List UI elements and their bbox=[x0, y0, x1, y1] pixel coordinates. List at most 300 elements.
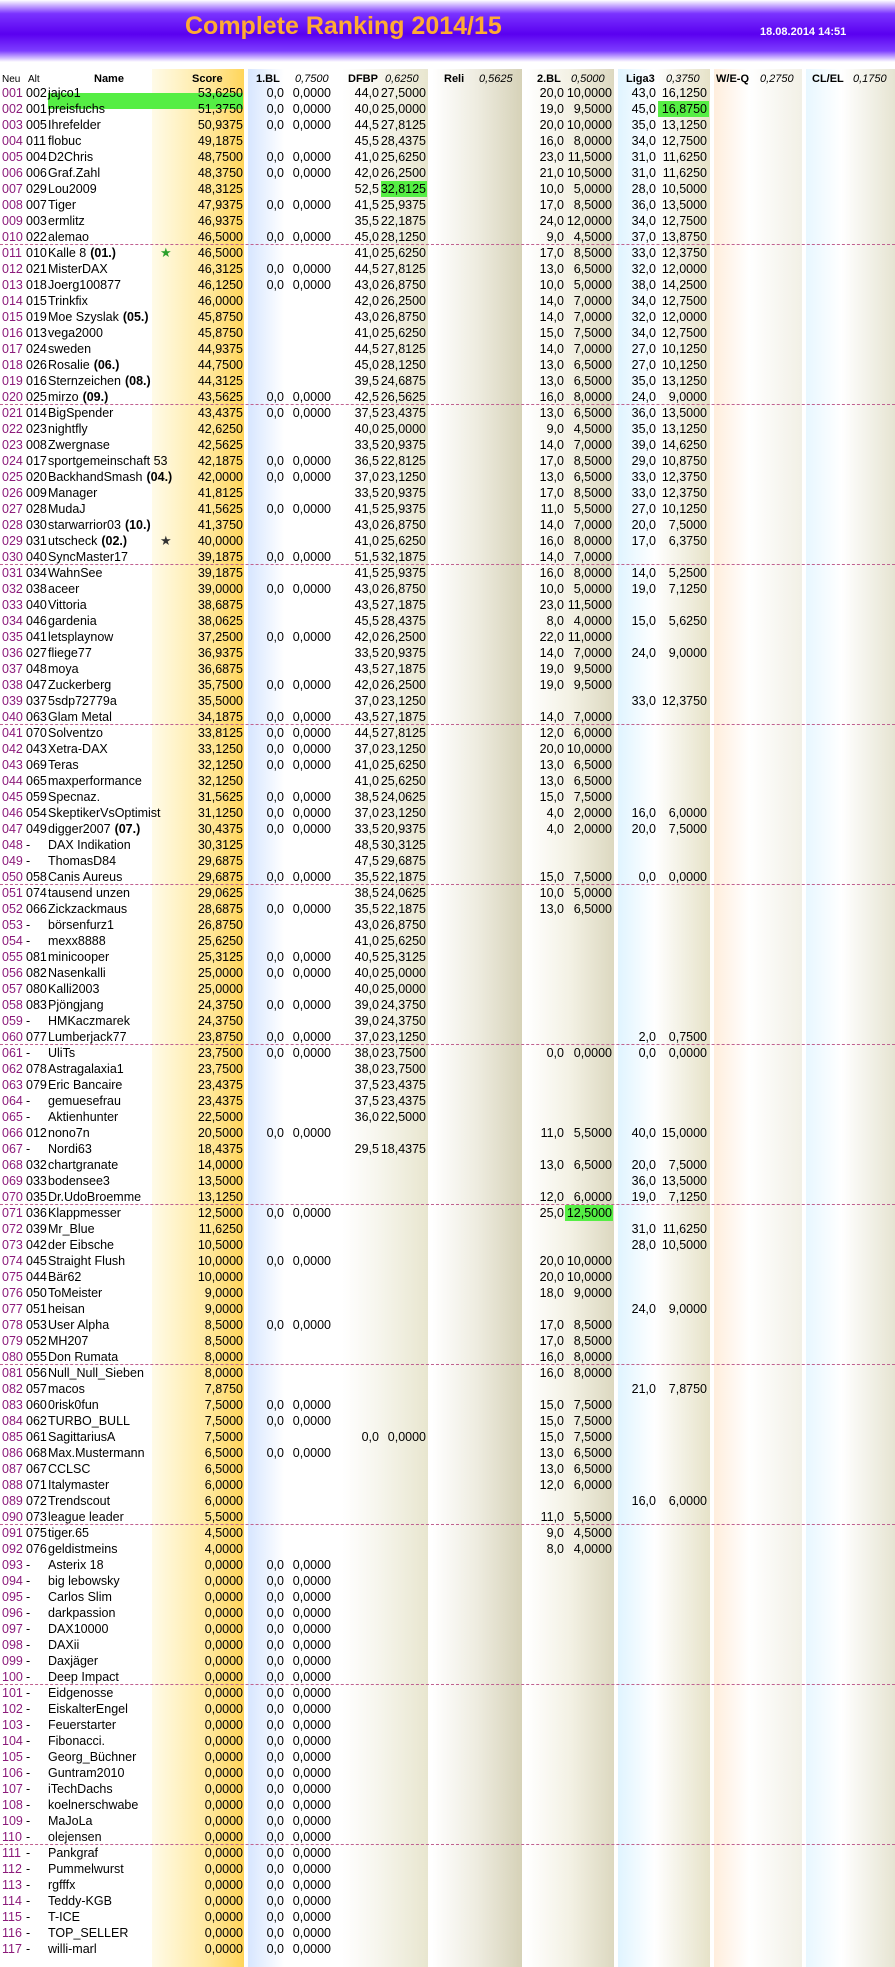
bl2-points: 13,0 bbox=[539, 406, 564, 420]
bl1-score: 0,0000 bbox=[292, 118, 331, 132]
rank-new: 115 bbox=[2, 1910, 22, 1924]
player-name-text: Don Rumata bbox=[48, 1350, 119, 1364]
player-name-text: Max.Mustermann bbox=[48, 1446, 145, 1460]
table-row bbox=[0, 1285, 895, 1301]
player-name bbox=[48, 1045, 75, 1061]
bl2-score: 6,5000 bbox=[573, 1446, 612, 1460]
bl1-points: 0,0 bbox=[266, 870, 284, 884]
table-row bbox=[0, 581, 895, 597]
rank-old: 052 bbox=[26, 1334, 47, 1348]
liga3-score: 7,1250 bbox=[668, 582, 707, 596]
player-name-text: BigSpender bbox=[48, 406, 114, 420]
player-name-text: Zwergnase bbox=[48, 438, 110, 452]
table-row bbox=[0, 517, 895, 533]
player-name-text: HMKaczmarek bbox=[48, 1014, 130, 1028]
player-name-text: fliege77 bbox=[48, 646, 92, 660]
dfbp-points: 45,5 bbox=[354, 134, 379, 148]
score: 6,0000 bbox=[204, 1494, 243, 1508]
bl2-points: 16,0 bbox=[539, 134, 564, 148]
player-name-text: Feuerstarter bbox=[48, 1718, 117, 1732]
table-row bbox=[0, 453, 895, 469]
dfbp-points: 45,0 bbox=[354, 358, 379, 372]
score: 38,6875 bbox=[197, 598, 243, 612]
liga3-score: 13,5000 bbox=[661, 198, 707, 212]
score: 41,5625 bbox=[197, 502, 243, 516]
rank-old: - bbox=[26, 838, 31, 852]
bl2-score: 8,5000 bbox=[573, 1334, 612, 1348]
rank-new: 020 bbox=[2, 390, 23, 404]
rank-old: 010 bbox=[26, 246, 47, 260]
bl2-points: 10,0 bbox=[539, 886, 564, 900]
bl2-points: 0,0 bbox=[546, 1046, 564, 1060]
rank-new: 117 bbox=[2, 1942, 22, 1956]
dfbp-score: 23,4375 bbox=[380, 1094, 426, 1108]
player-name-text: Joerg100877 bbox=[48, 278, 121, 292]
score: 4,0000 bbox=[204, 1542, 243, 1556]
bl2-points: 12,0 bbox=[539, 1190, 564, 1204]
liga3-score: 13,1250 bbox=[661, 374, 707, 388]
bl2-score: 8,5000 bbox=[573, 486, 612, 500]
dfbp-points: 42,0 bbox=[354, 166, 379, 180]
rank-new: 017 bbox=[2, 342, 23, 356]
player-name bbox=[48, 1605, 115, 1621]
bl1-points: 0,0 bbox=[266, 1686, 284, 1700]
dfbp-score: 26,2500 bbox=[380, 166, 426, 180]
liga3-score: 16,1250 bbox=[661, 86, 707, 100]
player-name bbox=[48, 1797, 138, 1813]
rank-new: 056 bbox=[2, 966, 23, 980]
dfbp-score: 27,8125 bbox=[380, 342, 426, 356]
liga3-score: 10,1250 bbox=[661, 502, 707, 516]
score: 0,0000 bbox=[204, 1574, 243, 1588]
previous-title-rank: (08.) bbox=[124, 374, 151, 388]
player-name bbox=[48, 309, 149, 325]
bl1-score: 0,0000 bbox=[292, 1894, 331, 1908]
rank-new: 013 bbox=[2, 278, 23, 292]
player-name bbox=[48, 149, 93, 165]
bl1-score: 0,0000 bbox=[292, 1814, 331, 1828]
bl2-score: 4,5000 bbox=[573, 1526, 612, 1540]
dfbp-score: 29,6875 bbox=[380, 854, 426, 868]
rank-new: 044 bbox=[2, 774, 23, 788]
liga3-points: 0,0 bbox=[638, 870, 656, 884]
liga3-score: 11,6250 bbox=[662, 166, 707, 180]
rank-old: 049 bbox=[26, 822, 47, 836]
table-row bbox=[0, 261, 895, 277]
table-row bbox=[0, 1653, 895, 1669]
table-row bbox=[0, 997, 895, 1013]
player-name-text: der Eibsche bbox=[48, 1238, 115, 1252]
player-name bbox=[48, 1813, 92, 1829]
bl2-points: 17,0 bbox=[539, 1318, 564, 1332]
bl2-points: 9,0 bbox=[546, 230, 564, 244]
col-bl2-weight: 0,5000 bbox=[571, 73, 605, 85]
rank-new: 001 bbox=[2, 86, 23, 100]
dfbp-score: 22,1875 bbox=[380, 214, 426, 228]
score: 36,9375 bbox=[197, 646, 243, 660]
bl1-points: 0,0 bbox=[266, 1206, 284, 1220]
rank-old: 034 bbox=[26, 566, 47, 580]
player-name-text: Kalle 8 bbox=[48, 246, 87, 260]
score: 0,0000 bbox=[204, 1926, 243, 1940]
bl2-score: 4,0000 bbox=[573, 1542, 612, 1556]
rank-old: - bbox=[26, 1750, 31, 1764]
dfbp-score: 23,1250 bbox=[380, 694, 426, 708]
bl1-score: 0,0000 bbox=[292, 1206, 331, 1220]
player-name-text: Georg_Büchner bbox=[48, 1750, 137, 1764]
bl2-points: 14,0 bbox=[539, 294, 564, 308]
bl2-points: 16,0 bbox=[539, 390, 564, 404]
bl1-points: 0,0 bbox=[266, 678, 284, 692]
bl1-points: 0,0 bbox=[266, 1398, 284, 1412]
table-row bbox=[0, 773, 895, 789]
liga3-points: 21,0 bbox=[631, 1382, 656, 1396]
rank-old: 048 bbox=[26, 662, 47, 676]
dfbp-score: 30,3125 bbox=[380, 838, 426, 852]
player-name-text: nightfly bbox=[48, 422, 88, 436]
bl1-score: 0,0000 bbox=[292, 1446, 331, 1460]
dfbp-score: 24,0625 bbox=[380, 886, 426, 900]
score: 36,6875 bbox=[197, 662, 243, 676]
liga3-score: 10,5000 bbox=[661, 1238, 707, 1252]
score: 23,7500 bbox=[197, 1062, 243, 1076]
player-name bbox=[48, 1461, 90, 1477]
rank-old: 051 bbox=[26, 1302, 47, 1316]
bl1-score: 0,0000 bbox=[292, 1910, 331, 1924]
player-name-text: Lumberjack77 bbox=[48, 1030, 127, 1044]
table-row bbox=[0, 949, 895, 965]
table-row bbox=[0, 1093, 895, 1109]
table-row bbox=[0, 1765, 895, 1781]
player-name bbox=[48, 133, 81, 149]
rank-old: 054 bbox=[26, 806, 47, 820]
rank-old: 017 bbox=[26, 454, 47, 468]
score: 25,6250 bbox=[197, 934, 243, 948]
bl1-points: 0,0 bbox=[266, 790, 284, 804]
bl2-points: 16,0 bbox=[539, 566, 564, 580]
rank-new: 040 bbox=[2, 710, 23, 724]
previous-title-rank: (07.) bbox=[114, 822, 141, 836]
bl1-points: 0,0 bbox=[266, 966, 284, 980]
player-name bbox=[48, 1125, 90, 1141]
bl2-points: 17,0 bbox=[539, 198, 564, 212]
bl2-points: 14,0 bbox=[539, 710, 564, 724]
bl1-score: 0,0000 bbox=[292, 678, 331, 692]
table-row bbox=[0, 117, 895, 133]
table-row bbox=[0, 1317, 895, 1333]
player-name bbox=[48, 581, 79, 597]
table-row bbox=[0, 1925, 895, 1941]
liga3-points: 16,0 bbox=[631, 1494, 656, 1508]
player-name-text: Teddy-KGB bbox=[48, 1894, 112, 1908]
bl1-score: 0,0000 bbox=[292, 998, 331, 1012]
bl1-score: 0,0000 bbox=[292, 1798, 331, 1812]
bl2-score: 8,5000 bbox=[573, 198, 612, 212]
liga3-score: 5,6250 bbox=[668, 614, 707, 628]
bl2-score: 10,5000 bbox=[566, 166, 612, 180]
liga3-points: 34,0 bbox=[631, 294, 656, 308]
rank-new: 048 bbox=[2, 838, 23, 852]
score: 8,5000 bbox=[204, 1318, 243, 1332]
table-row bbox=[0, 485, 895, 501]
liga3-points: 24,0 bbox=[631, 390, 656, 404]
bl2-score: 6,0000 bbox=[573, 1478, 612, 1492]
dfbp-score: 27,1875 bbox=[380, 710, 426, 724]
table-row bbox=[0, 357, 895, 373]
rank-new: 025 bbox=[2, 470, 23, 484]
bl1-score: 0,0000 bbox=[292, 1862, 331, 1876]
rank-new: 042 bbox=[2, 742, 23, 756]
dfbp-score: 26,8750 bbox=[380, 582, 426, 596]
bl2-score: 6,5000 bbox=[573, 262, 612, 276]
score: 7,5000 bbox=[204, 1430, 243, 1444]
bl2-points: 13,0 bbox=[539, 262, 564, 276]
table-row bbox=[0, 197, 895, 213]
liga3-score: 13,8750 bbox=[661, 230, 707, 244]
score: 43,4375 bbox=[197, 406, 243, 420]
rank-new: 046 bbox=[2, 806, 23, 820]
player-name-text: Nasenkalli bbox=[48, 966, 106, 980]
bl2-score: 5,0000 bbox=[573, 886, 612, 900]
score: 44,7500 bbox=[197, 358, 243, 372]
bl2-score: 8,0000 bbox=[573, 534, 612, 548]
bl2-points: 23,0 bbox=[539, 150, 564, 164]
bl1-score: 0,0000 bbox=[292, 1830, 331, 1844]
score: 18,4375 bbox=[197, 1142, 243, 1156]
table-row bbox=[0, 309, 895, 325]
rank-old: 071 bbox=[26, 1478, 47, 1492]
table-row bbox=[0, 325, 895, 341]
player-name-text: Asterix 18 bbox=[48, 1558, 104, 1572]
player-name-text: 0risk0fun bbox=[48, 1398, 99, 1412]
player-name-text: Deep Impact bbox=[48, 1670, 119, 1684]
rank-new: 091 bbox=[2, 1526, 23, 1540]
player-name bbox=[48, 565, 102, 581]
dfbp-score: 25,9375 bbox=[380, 502, 426, 516]
rank-old: 009 bbox=[26, 486, 47, 500]
rank-new: 047 bbox=[2, 822, 23, 836]
dfbp-score: 27,8125 bbox=[380, 726, 426, 740]
player-name-text: Xetra-DAX bbox=[48, 742, 108, 756]
player-name bbox=[48, 1077, 122, 1093]
table-row bbox=[0, 709, 895, 725]
table-row bbox=[0, 613, 895, 629]
player-name bbox=[48, 1269, 81, 1285]
dfbp-points: 36,0 bbox=[354, 1110, 379, 1124]
table-row bbox=[0, 469, 895, 485]
player-name bbox=[48, 1093, 121, 1109]
liga3-points: 31,0 bbox=[631, 166, 656, 180]
bl1-score: 0,0000 bbox=[292, 758, 331, 772]
bl2-score: 5,0000 bbox=[573, 582, 612, 596]
bl1-score: 0,0000 bbox=[292, 1654, 331, 1668]
page-title: Complete Ranking 2014/15 bbox=[185, 12, 502, 40]
player-name bbox=[48, 821, 140, 837]
score: 45,8750 bbox=[197, 326, 243, 340]
dfbp-points: 42,0 bbox=[354, 294, 379, 308]
player-name-text: Zuckerberg bbox=[48, 678, 112, 692]
score: 42,1875 bbox=[197, 454, 243, 468]
rank-old: 063 bbox=[26, 710, 47, 724]
bl2-points: 15,0 bbox=[539, 326, 564, 340]
liga3-score: 10,8750 bbox=[661, 454, 707, 468]
rank-old: 039 bbox=[26, 1222, 47, 1236]
player-name-text: alemao bbox=[48, 230, 89, 244]
rank-new: 038 bbox=[2, 678, 23, 692]
bl1-score: 0,0000 bbox=[292, 1750, 331, 1764]
liga3-score: 14,6250 bbox=[661, 438, 707, 452]
player-name bbox=[48, 1493, 110, 1509]
player-name-text: willi-marl bbox=[48, 1942, 97, 1956]
score: 10,0000 bbox=[197, 1270, 243, 1284]
rank-new: 089 bbox=[2, 1494, 23, 1508]
rank-new: 079 bbox=[2, 1334, 23, 1348]
player-name bbox=[48, 1861, 124, 1877]
col-reli-weight: 0,5625 bbox=[479, 73, 513, 85]
rank-old: - bbox=[26, 1846, 31, 1860]
liga3-points: 32,0 bbox=[631, 262, 656, 276]
rank-old: 059 bbox=[26, 790, 47, 804]
player-name bbox=[48, 341, 91, 357]
bl1-score: 0,0000 bbox=[292, 1254, 331, 1268]
col-liga3: Liga3 bbox=[626, 73, 655, 85]
liga3-points: 45,0 bbox=[631, 102, 656, 116]
liga3-points: 39,0 bbox=[631, 438, 656, 452]
rank-new: 093 bbox=[2, 1558, 23, 1572]
dfbp-score: 25,6250 bbox=[380, 534, 426, 548]
col-bl1-weight: 0,7500 bbox=[295, 73, 329, 85]
player-name bbox=[48, 181, 97, 197]
table-row bbox=[0, 597, 895, 613]
player-name bbox=[48, 1637, 79, 1653]
table-row bbox=[0, 1029, 895, 1045]
table-row bbox=[0, 213, 895, 229]
dfbp-points: 40,5 bbox=[354, 950, 379, 964]
rank-old: 070 bbox=[26, 726, 47, 740]
rank-old: 079 bbox=[26, 1078, 47, 1092]
player-name-text: ToMeister bbox=[48, 1286, 103, 1300]
player-name bbox=[48, 597, 87, 613]
liga3-points: 24,0 bbox=[631, 646, 656, 660]
player-name bbox=[48, 613, 97, 629]
dfbp-points: 44,5 bbox=[354, 118, 379, 132]
rank-old: 047 bbox=[26, 678, 47, 692]
bl1-points: 0,0 bbox=[266, 470, 284, 484]
bl2-score: 12,5000 bbox=[566, 1206, 612, 1220]
score: 24,3750 bbox=[197, 998, 243, 1012]
bl2-points: 20,0 bbox=[539, 742, 564, 756]
player-name-text: Pummelwurst bbox=[48, 1862, 124, 1876]
player-name bbox=[48, 1829, 102, 1845]
bl1-score: 0,0000 bbox=[292, 1670, 331, 1684]
bl2-score: 11,5000 bbox=[567, 150, 612, 164]
liga3-points: 36,0 bbox=[631, 198, 656, 212]
table-row bbox=[0, 1269, 895, 1285]
dfbp-points: 45,0 bbox=[354, 230, 379, 244]
player-name bbox=[48, 629, 113, 645]
table-row bbox=[0, 293, 895, 309]
player-name-text: börsenfurz1 bbox=[48, 918, 115, 932]
rank-new: 023 bbox=[2, 438, 23, 452]
table-row bbox=[0, 693, 895, 709]
rank-old: - bbox=[26, 1590, 31, 1604]
score: 4,5000 bbox=[204, 1526, 243, 1540]
timestamp: 18.08.2014 14:51 bbox=[760, 26, 847, 38]
table-row bbox=[0, 1509, 895, 1525]
rank-new: 099 bbox=[2, 1654, 23, 1668]
bl1-points: 0,0 bbox=[266, 582, 284, 596]
score: 12,5000 bbox=[197, 1206, 243, 1220]
dfbp-points: 41,0 bbox=[354, 246, 379, 260]
table-row bbox=[0, 1605, 895, 1621]
bl2-score: 4,5000 bbox=[573, 422, 612, 436]
score: 0,0000 bbox=[204, 1750, 243, 1764]
score: 5,5000 bbox=[204, 1510, 243, 1524]
player-name bbox=[48, 1333, 88, 1349]
bl1-score: 0,0000 bbox=[292, 742, 331, 756]
rank-old: 014 bbox=[26, 406, 47, 420]
rank-new: 070 bbox=[2, 1190, 23, 1204]
rank-old: 022 bbox=[26, 230, 47, 244]
rank-old: 029 bbox=[26, 182, 47, 196]
score: 13,5000 bbox=[197, 1174, 243, 1188]
bl1-score: 0,0000 bbox=[292, 1414, 331, 1428]
score: 22,5000 bbox=[197, 1110, 243, 1124]
player-name bbox=[48, 853, 116, 869]
rank-new: 031 bbox=[2, 566, 23, 580]
liga3-points: 33,0 bbox=[631, 486, 656, 500]
table-row bbox=[0, 1221, 895, 1237]
dfbp-score: 24,3750 bbox=[380, 1014, 426, 1028]
table-row bbox=[0, 789, 895, 805]
rank-old: 068 bbox=[26, 1446, 47, 1460]
rank-new: 111 bbox=[2, 1846, 22, 1860]
dfbp-points: 38,5 bbox=[354, 790, 379, 804]
score: 0,0000 bbox=[204, 1878, 243, 1892]
bl1-score: 0,0000 bbox=[292, 726, 331, 740]
rank-new: 058 bbox=[2, 998, 23, 1012]
player-name-text: T-ICE bbox=[48, 1910, 80, 1924]
dfbp-points: 41,0 bbox=[354, 326, 379, 340]
player-name-text: Moe Szyslak bbox=[48, 310, 119, 324]
table-row bbox=[0, 1717, 895, 1733]
bl2-score: 5,5000 bbox=[573, 502, 612, 516]
score: 46,9375 bbox=[197, 214, 243, 228]
table-row bbox=[0, 437, 895, 453]
player-name bbox=[48, 357, 119, 373]
rank-old: 040 bbox=[26, 550, 47, 564]
bl1-points: 0,0 bbox=[266, 454, 284, 468]
table-row bbox=[0, 421, 895, 437]
dfbp-points: 44,5 bbox=[354, 342, 379, 356]
bl1-points: 0,0 bbox=[266, 406, 284, 420]
rank-new: 043 bbox=[2, 758, 23, 772]
bl1-points: 0,0 bbox=[266, 1862, 284, 1876]
dfbp-points: 43,5 bbox=[354, 598, 379, 612]
col-bl2: 2.BL bbox=[537, 73, 561, 85]
player-name-text: DAX Indikation bbox=[48, 838, 131, 852]
rank-old: - bbox=[26, 1766, 31, 1780]
dfbp-score: 25,9375 bbox=[380, 566, 426, 580]
rank-new: 067 bbox=[2, 1142, 23, 1156]
bl2-points: 13,0 bbox=[539, 470, 564, 484]
player-name-text: chartgranate bbox=[48, 1158, 119, 1172]
liga3-points: 35,0 bbox=[631, 118, 656, 132]
dfbp-score: 25,9375 bbox=[380, 198, 426, 212]
score: 23,4375 bbox=[197, 1094, 243, 1108]
score: 0,0000 bbox=[204, 1654, 243, 1668]
dfbp-points: 37,0 bbox=[354, 470, 379, 484]
